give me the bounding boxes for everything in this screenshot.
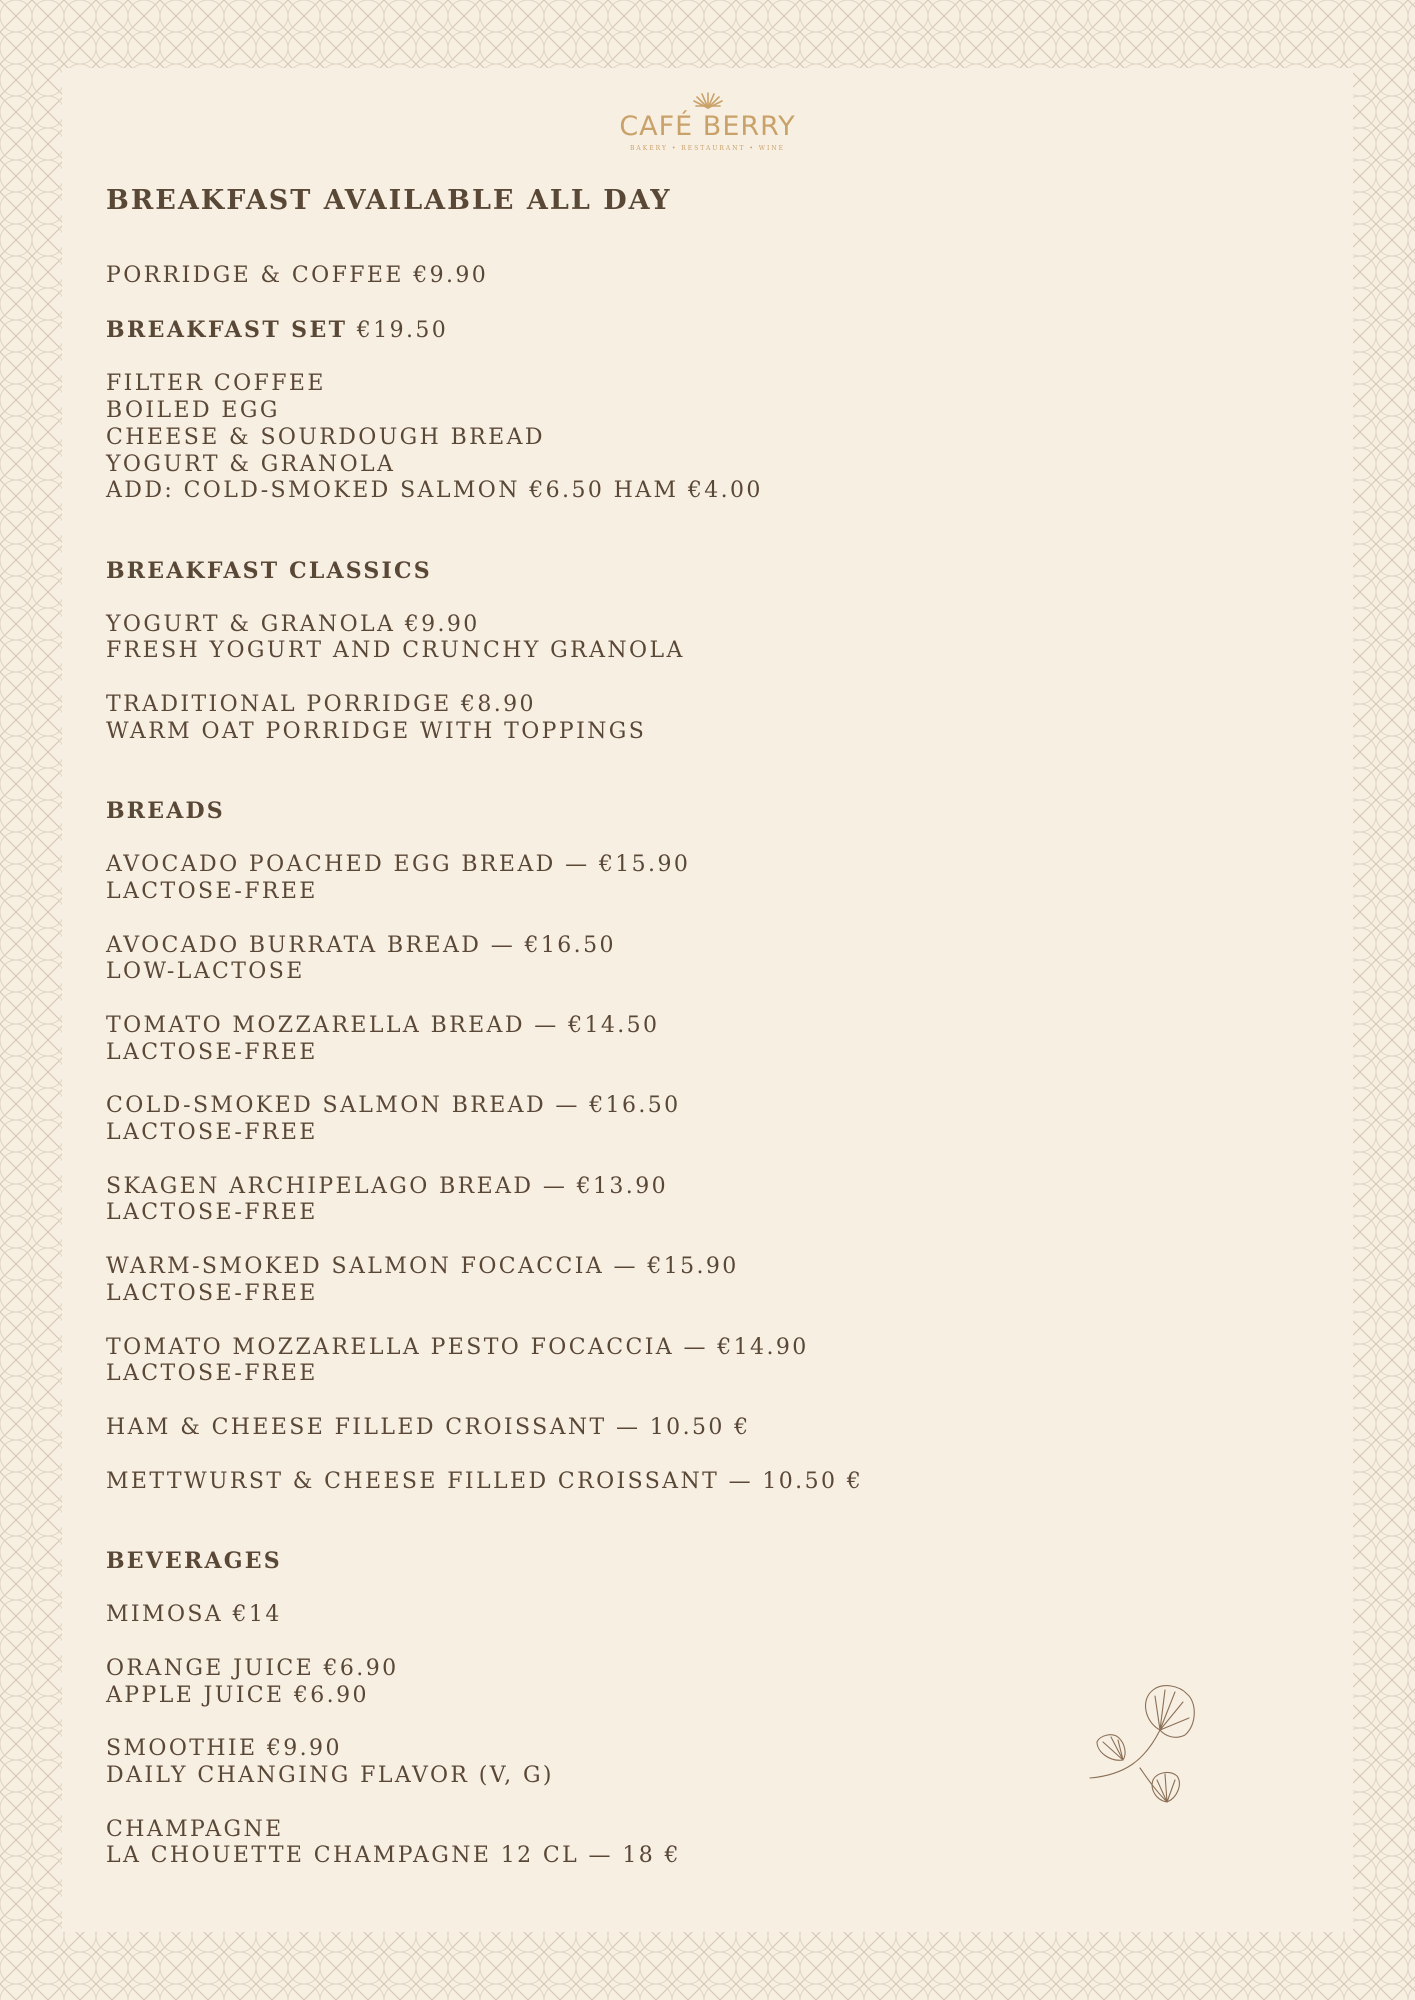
brand-logo bbox=[0, 90, 1415, 154]
menu-item-name: SMOOTHIE €9.90 bbox=[106, 1736, 342, 1762]
menu-content bbox=[106, 183, 1166, 1870]
menu-item-desc: LACTOSE-FREE bbox=[106, 1280, 318, 1306]
menu-item-desc: LACTOSE-FREE bbox=[106, 1120, 318, 1146]
breakfast-set-name: BREAKFAST SET bbox=[106, 316, 348, 343]
menu-item-name: YOGURT & GRANOLA €9.90 bbox=[106, 611, 480, 637]
menu-item-desc: DAILY CHANGING FLAVOR (V, G) bbox=[106, 1762, 554, 1788]
shell-logo-icon bbox=[688, 90, 728, 110]
section-heading-classics: BREAKFAST CLASSICS bbox=[106, 557, 432, 584]
menu-item-name: TOMATO MOZZARELLA BREAD — €14.50 bbox=[106, 1012, 660, 1038]
menu-item-name: COLD-SMOKED SALMON BREAD — €16.50 bbox=[106, 1093, 681, 1119]
brand-name: CAFÉ BERRY bbox=[619, 111, 796, 142]
page-title: BREAKFAST AVAILABLE ALL DAY bbox=[106, 185, 672, 216]
menu-item-desc: LOW-LACTOSE bbox=[106, 959, 305, 985]
menu-item-name: WARM-SMOKED SALMON FOCACCIA — €15.90 bbox=[106, 1254, 739, 1280]
ginkgo-leaf-icon bbox=[1085, 1680, 1220, 1810]
menu-item-name: ORANGE JUICE €6.90 bbox=[106, 1655, 399, 1681]
menu-item-name: AVOCADO BURRATA BREAD — €16.50 bbox=[106, 932, 616, 958]
menu-item-desc: LACTOSE-FREE bbox=[106, 1361, 318, 1387]
menu-item-breakfast-set bbox=[106, 317, 1166, 345]
menu-item-desc: LA CHOUETTE CHAMPAGNE 12 CL — 18 € bbox=[106, 1843, 681, 1869]
breakfast-set-item: FILTER COFFEE bbox=[106, 371, 326, 397]
section-heading-breads: BREADS bbox=[106, 798, 225, 825]
menu-item-name: TRADITIONAL PORRIDGE €8.90 bbox=[106, 692, 536, 718]
menu-item-name: SKAGEN ARCHIPELAGO BREAD — €13.90 bbox=[106, 1173, 668, 1199]
breakfast-set-item: CHEESE & SOURDOUGH BREAD bbox=[106, 424, 545, 450]
menu-item-desc: LACTOSE-FREE bbox=[106, 878, 318, 904]
section-heading-beverages: BEVERAGES bbox=[106, 1548, 282, 1575]
breakfast-set-item: YOGURT & GRANOLA bbox=[106, 451, 396, 477]
menu-item-name: AVOCADO POACHED EGG BREAD — €15.90 bbox=[106, 852, 691, 878]
menu-item-desc: FRESH YOGURT AND CRUNCHY GRANOLA bbox=[106, 638, 685, 664]
menu-item-name: APPLE JUICE €6.90 bbox=[106, 1682, 369, 1708]
menu-item-name: TOMATO MOZZARELLA PESTO FOCACCIA — €14.90 bbox=[106, 1334, 809, 1360]
menu-item-name: MIMOSA €14 bbox=[106, 1602, 282, 1628]
breakfast-set-item: BOILED EGG bbox=[106, 398, 280, 424]
breakfast-set-addons: ADD: COLD-SMOKED SALMON €6.50 HAM €4.00 bbox=[106, 478, 763, 504]
menu-item-desc: LACTOSE-FREE bbox=[106, 1039, 318, 1065]
menu-item-name: HAM & CHEESE FILLED CROISSANT — 10.50 € bbox=[106, 1414, 751, 1440]
menu-item-name: METTWURST & CHEESE FILLED CROISSANT — 10.50 € bbox=[106, 1468, 864, 1494]
breakfast-set-price: €19.50 bbox=[356, 317, 449, 343]
brand-tagline: BAKERY • RESTAURANT • WINE bbox=[630, 145, 785, 152]
menu-item-name: CHAMPAGNE bbox=[106, 1816, 284, 1842]
menu-item-porridge-coffee: PORRIDGE & COFFEE €9.90 bbox=[106, 263, 489, 288]
menu-item-desc: WARM OAT PORRIDGE WITH TOPPINGS bbox=[106, 718, 647, 744]
menu-item-desc: LACTOSE-FREE bbox=[106, 1200, 318, 1226]
